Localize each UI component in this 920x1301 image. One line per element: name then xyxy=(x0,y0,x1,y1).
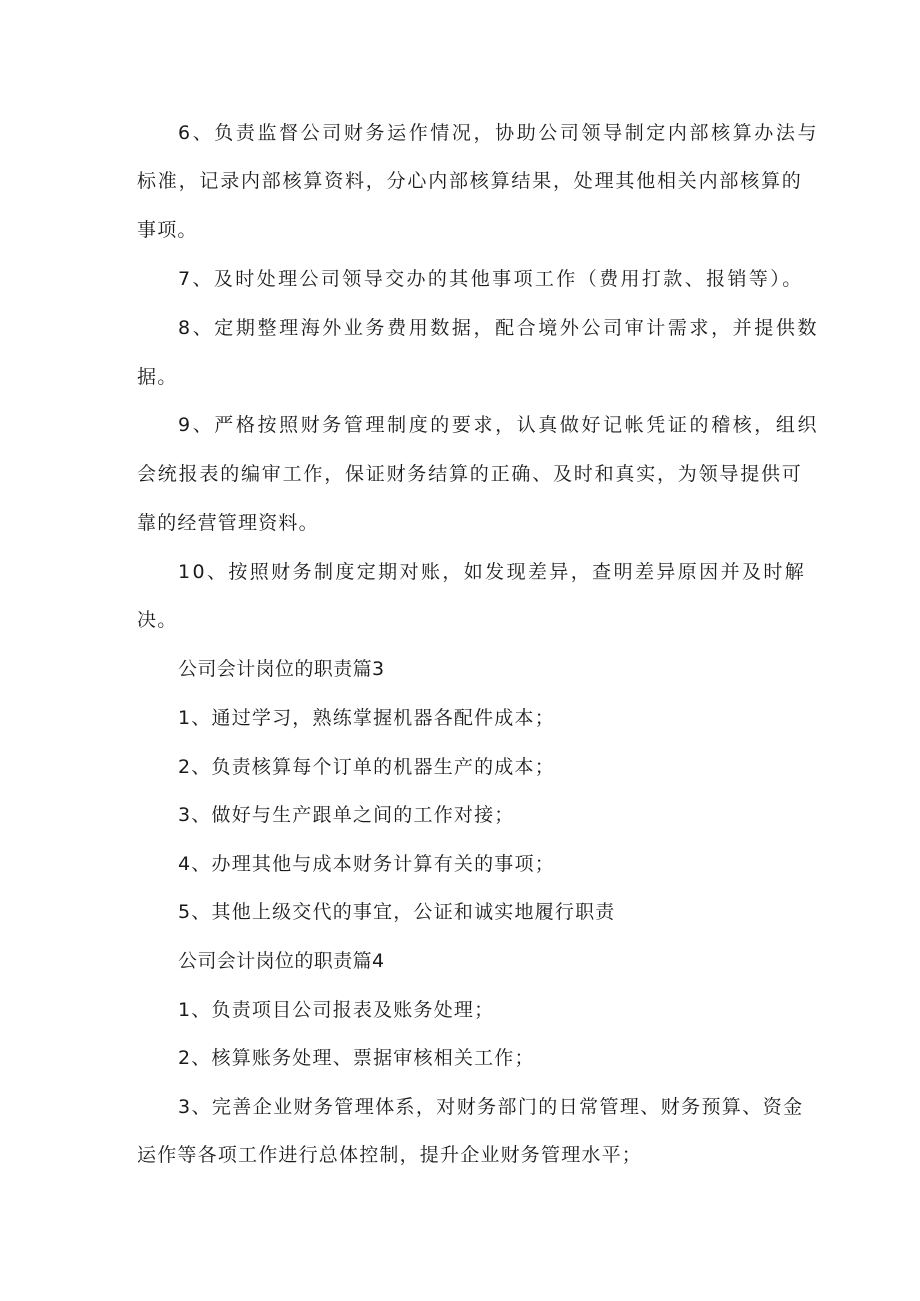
para9-line2: 会统报表的编审工作，保证财务结算的正确、及时和真实，为领导提供可 xyxy=(137,463,803,485)
sec3-item5: 5、其他上级交代的事宜，公证和诚实地履行职责 xyxy=(178,901,616,923)
para6-line1: 6、负责监督公司财务运作情况，协助公司领导制定内部核算办法与 xyxy=(178,122,820,144)
sec4-item3-line2: 运作等各项工作进行总体控制，提升企业财务管理水平； xyxy=(137,1144,643,1166)
sec3-item2: 2、负责核算每个订单的机器生产的成本； xyxy=(178,756,555,778)
para7-line1: 7、及时处理公司领导交办的其他事项工作（费用打款、报销等）。 xyxy=(178,268,804,290)
section-heading-3: 公司会计岗位的职责篇3 xyxy=(178,658,385,680)
sec4-item3-line1: 3、完善企业财务管理体系，对财务部门的日常管理、财务预算、资金 xyxy=(178,1096,804,1118)
para9-line3: 靠的经营管理资料。 xyxy=(137,512,319,534)
para8-line2: 据。 xyxy=(137,366,178,388)
para6-line2: 标准，记录内部核算资料，分心内部核算结果，处理其他相关内部核算的 xyxy=(137,170,803,192)
sec4-item1: 1、负责项目公司报表及账务处理； xyxy=(178,999,495,1021)
sec4-item2: 2、核算账务处理、票据审核相关工作； xyxy=(178,1047,535,1069)
para10-line2: 决。 xyxy=(137,609,178,631)
sec3-item3: 3、做好与生产跟单之间的工作对接； xyxy=(178,804,515,826)
para9-line1: 9、严格按照财务管理制度的要求，认真做好记帐凭证的稽核，组织 xyxy=(178,414,820,436)
para8-line1: 8、定期整理海外业务费用数据，配合境外公司审计需求，并提供数 xyxy=(178,317,820,339)
para6-line3: 事项。 xyxy=(137,219,198,241)
sec3-item1: 1、通过学习，熟练掌握机器各配件成本； xyxy=(178,707,555,729)
section-heading-4: 公司会计岗位的职责篇4 xyxy=(178,950,385,972)
para10-line1: 10、按照财务制度定期对账，如发现差异，查明差异原因并及时解 xyxy=(178,561,807,583)
sec3-item4: 4、办理其他与成本财务计算有关的事项； xyxy=(178,853,555,875)
